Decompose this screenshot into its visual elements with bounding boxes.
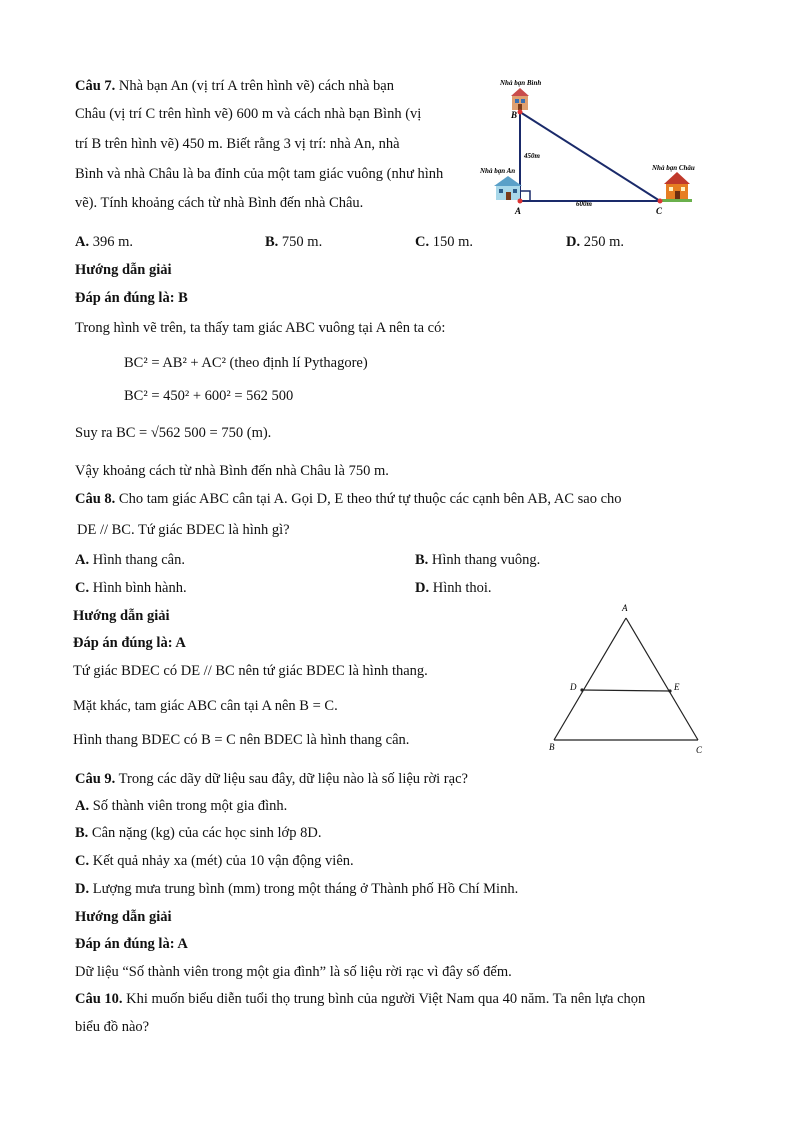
q8-point-b: B xyxy=(549,742,555,752)
q8-option-c: C. Hình bình hành. xyxy=(75,580,187,596)
q9-stem-text: Trong các dãy dữ liệu sau đây, dữ liệu nào là số liệu rời rạc? xyxy=(118,771,468,787)
q7-label-binh: Nhà bạn Bình xyxy=(500,79,542,87)
q8-point-d: D xyxy=(570,682,577,692)
house-an-icon xyxy=(494,176,522,200)
q7-len-ab: 450m xyxy=(524,152,540,160)
q8-point-e: E xyxy=(674,682,680,692)
q7-point-c: C xyxy=(656,206,663,216)
q8-solution-1: Tứ giác BDEC có DE // BC nên tứ giác BDEC là hình thang. xyxy=(73,663,428,679)
q7-stem-line-5: vẽ). Tính khoảng cách từ nhà Bình đến nhà Châu. xyxy=(75,195,364,211)
q8-side-ac xyxy=(626,618,698,740)
q9-label: Câu 9. xyxy=(75,771,116,787)
q7-point-a: A xyxy=(515,206,522,216)
q8-stem-line-2: DE // BC. Tứ giác BDEC là hình gì? xyxy=(77,522,290,538)
q8-label: Câu 8. xyxy=(75,491,116,507)
q9-solution-1: Dữ liệu “Số thành viên trong một gia đình” là số liệu rời rạc vì đây số đếm. xyxy=(75,964,512,980)
q7-guide-heading: Hướng dẫn giải xyxy=(75,262,172,278)
q7-equation-1: BC² = AB² + AC² (theo định lí Pythagore) xyxy=(124,355,368,371)
q8-guide-heading: Hướng dẫn giải xyxy=(73,608,170,624)
q10-label: Câu 10. xyxy=(75,991,123,1007)
q7-label-an: Nhà bạn An xyxy=(480,167,516,175)
house-binh-icon xyxy=(511,88,529,110)
q8-stem-text-1: Cho tam giác ABC cân tại A. Gọi D, E theo thứ tự thuộc các cạnh bên AB, AC sao cho xyxy=(118,491,622,507)
q8-solution-3: Hình thang BDEC có B = C nên BDEC là hình thang cân. xyxy=(73,732,410,748)
q8-option-b: B. Hình thang vuông. xyxy=(415,552,541,568)
q10-stem-line-1 xyxy=(75,989,645,1009)
q8-option-d: D. Hình thoi. xyxy=(415,580,492,596)
q7-option-c: C. 150 m. xyxy=(415,234,474,250)
q10-stem-line-2: biểu đồ nào? xyxy=(75,1019,150,1035)
q7-option-a: A. 396 m. xyxy=(75,234,134,250)
q7-stem-text-1: Nhà bạn An (vị trí A trên hình vẽ) cách nhà bạn xyxy=(118,78,394,94)
q8-answer: Đáp án đúng là: A xyxy=(73,635,186,651)
q8-side-ab xyxy=(554,618,626,740)
q7-answer: Đáp án đúng là: B xyxy=(75,290,188,306)
q8-point-a: A xyxy=(622,603,628,613)
house-chau-icon xyxy=(662,172,692,202)
q9-option-d: D. Lượng mưa trung bình (mm) trong một tháng ở Thành phố Hồ Chí Minh. xyxy=(75,881,519,897)
q7-equation-2: BC² = 450² + 600² = 562 500 xyxy=(124,388,294,404)
q7-equation-3: Suy ra BC = √562 500 = 750 (m). xyxy=(75,425,272,441)
q7-conclusion: Vậy khoảng cách từ nhà Bình đến nhà Châu là 750 m. xyxy=(75,463,389,479)
q10-stem-text-1: Khi muốn biểu diễn tuổi thọ trung bình của người Việt Nam qua 40 năm. Ta nên lựa chọn xyxy=(126,991,646,1007)
q9-guide-heading: Hướng dẫn giải xyxy=(75,909,172,925)
q7-stem-line-3: trí B trên hình vẽ) 450 m. Biết rằng 3 vị trí: nhà An, nhà xyxy=(75,136,400,152)
q9-stem-line xyxy=(75,769,468,789)
q7-option-d: D. 250 m. xyxy=(566,234,625,250)
q7-option-b: B. 750 m. xyxy=(265,234,323,250)
q7-label: Câu 7. xyxy=(75,78,116,94)
q7-side-bc xyxy=(520,112,660,201)
q7-label-chau: Nhà bạn Châu xyxy=(652,164,695,172)
q7-stem-line-4: Bình và nhà Châu là ba đỉnh của một tam giác vuông (như hình xyxy=(75,166,444,182)
q8-option-a: A. Hình thang cân. xyxy=(75,552,185,568)
q9-answer: Đáp án đúng là: A xyxy=(75,936,188,952)
q7-stem-line-1 xyxy=(75,76,394,96)
q7-figure xyxy=(478,74,708,220)
q8-solution-2: Mặt khác, tam giác ABC cân tại A nên B = C. xyxy=(73,698,338,714)
q7-solution-1: Trong hình vẽ trên, ta thấy tam giác ABC vuông tại A nên ta có: xyxy=(75,320,446,336)
q9-option-c: C. Kết quả nhảy xa (mét) của 10 vận động viên. xyxy=(75,853,354,869)
q7-point-b: B xyxy=(511,110,518,120)
q7-stem-line-2: Châu (vị trí C trên hình vẽ) 600 m và cách nhà bạn Bình (vị xyxy=(75,106,422,122)
q8-segment-de xyxy=(582,690,670,691)
q9-option-b: B. Cân nặng (kg) của các học sinh lớp 8D. xyxy=(75,825,322,841)
q8-point-c: C xyxy=(696,745,703,755)
q7-len-ac: 600m xyxy=(576,200,592,208)
q8-stem-line-1 xyxy=(75,489,622,509)
q8-figure xyxy=(540,600,715,760)
q9-option-a: A. Số thành viên trong một gia đình. xyxy=(75,798,288,814)
